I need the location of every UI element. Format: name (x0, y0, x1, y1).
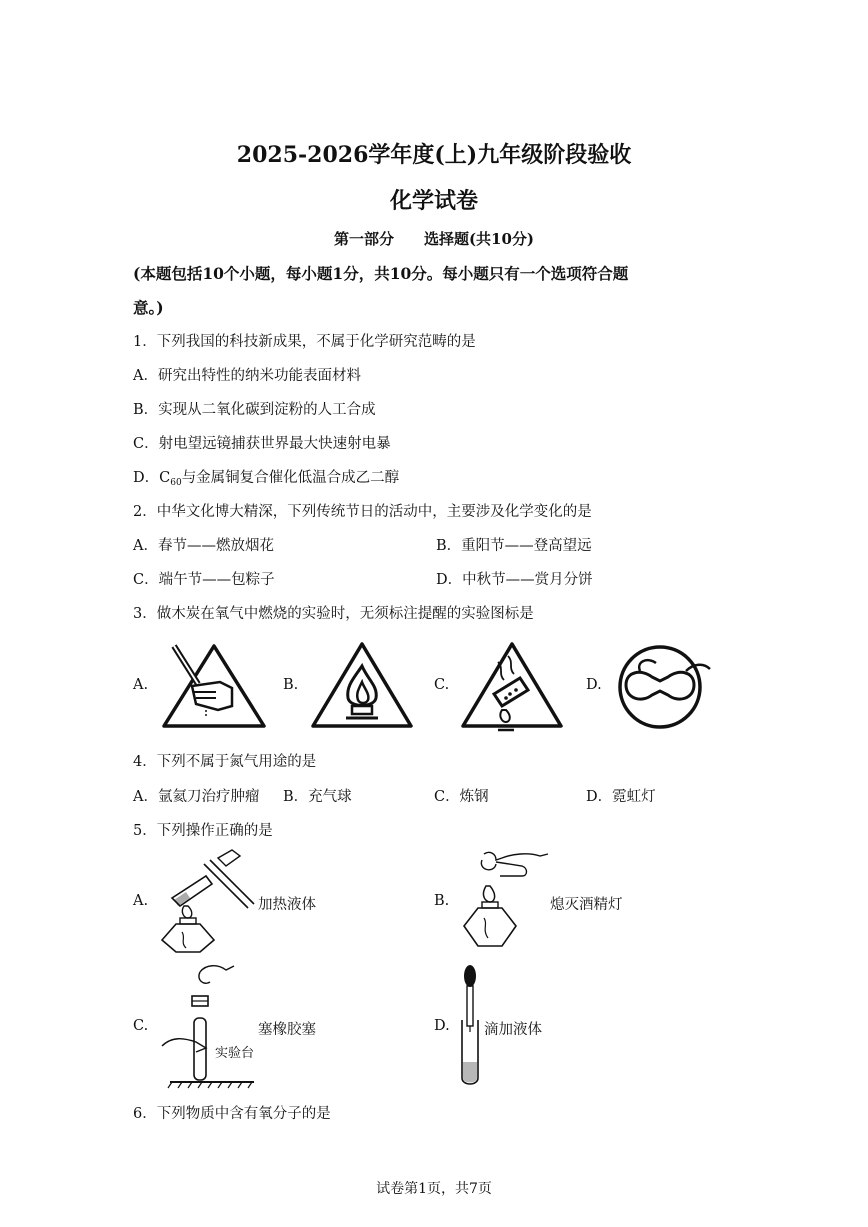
q3-option-b: B. (283, 677, 299, 693)
sharp-object-warning-icon (158, 640, 270, 732)
q1-option-d-suffix: 与金属铜复合催化低温合成乙二醇 (181, 470, 400, 486)
q5-option-b: B. (434, 893, 450, 909)
q1-option-d (133, 466, 399, 488)
flame-warning-icon (308, 638, 416, 732)
q4-stem: 4．下列不属于氮气用途的是 (133, 754, 317, 770)
instructions-line-1: (本题包括10个小题，每小题1分，共10分。每小题只有一个选项符合题 (133, 264, 629, 283)
exam-subject: 化学试卷 (389, 188, 478, 214)
q4-option-d: D．霓虹灯 (586, 789, 656, 805)
q3-option-a: A. (133, 677, 149, 693)
q2-option-d: D．中秋节——赏月分饼 (436, 572, 593, 588)
q5-option-c-bench-label: 实验台 (215, 1046, 255, 1061)
q5-option-d-label: 滴加液体 (484, 1022, 542, 1038)
q5-option-a: A. (133, 893, 149, 909)
instructions-line-2: 意。) (133, 298, 164, 317)
q1-stem: 1．下列我国的科技新成果，不属于化学研究范畴的是 (133, 334, 476, 350)
section-heading: 第一部分 选择题(共10分) (333, 230, 535, 248)
extinguish-lamp-illustration (456, 850, 552, 956)
exam-title: 2025-2026学年度(上)九年级阶段验收 (236, 142, 632, 168)
heating-warning-icon (458, 638, 566, 734)
q5-option-c: C. (133, 1018, 149, 1034)
rubber-stopper-illustration (156, 962, 256, 1092)
q3-option-c: C. (434, 677, 450, 693)
q2-stem: 2．中华文化博大精深，下列传统节日的活动中，主要涉及化学变化的是 (133, 504, 592, 520)
q1-option-d-subscript: 60 (170, 478, 182, 488)
q4-option-c: C．炼钢 (434, 789, 489, 805)
q1-option-b: B．实现从二氧化碳到淀粉的人工合成 (133, 402, 376, 418)
q6-stem: 6．下列物质中含有氧分子的是 (133, 1106, 331, 1122)
q3-option-d: D. (586, 677, 602, 693)
goggles-icon (612, 641, 716, 731)
q5-option-b-label: 熄灭酒精灯 (550, 897, 623, 913)
page-footer: 试卷第1页，共7页 (376, 1181, 492, 1197)
q5-option-c-label: 塞橡胶塞 (258, 1022, 316, 1038)
dropper-illustration (452, 962, 488, 1090)
q1-option-a: A．研究出特性的纳米功能表面材料 (133, 368, 361, 384)
q1-option-c: C．射电望远镜捕获世界最大快速射电暴 (133, 436, 391, 452)
q2-option-b: B．重阳节——登高望远 (436, 538, 592, 554)
q4-option-a: A．氩氦刀治疗肿瘤 (133, 789, 260, 805)
q1-option-d-prefix: D．C (133, 470, 171, 486)
q2-option-c: C．端午节——包粽子 (133, 572, 275, 588)
q4-option-b: B．充气球 (283, 789, 352, 805)
q5-stem: 5．下列操作正确的是 (133, 823, 273, 839)
q5-option-d: D. (434, 1018, 450, 1034)
q5-option-a-label: 加热液体 (258, 897, 316, 913)
q2-option-a: A．春节——燃放烟花 (133, 538, 274, 554)
heating-liquid-illustration (156, 846, 260, 956)
q3-stem: 3．做木炭在氧气中燃烧的实验时，无须标注提醒的实验图标是 (133, 606, 534, 622)
